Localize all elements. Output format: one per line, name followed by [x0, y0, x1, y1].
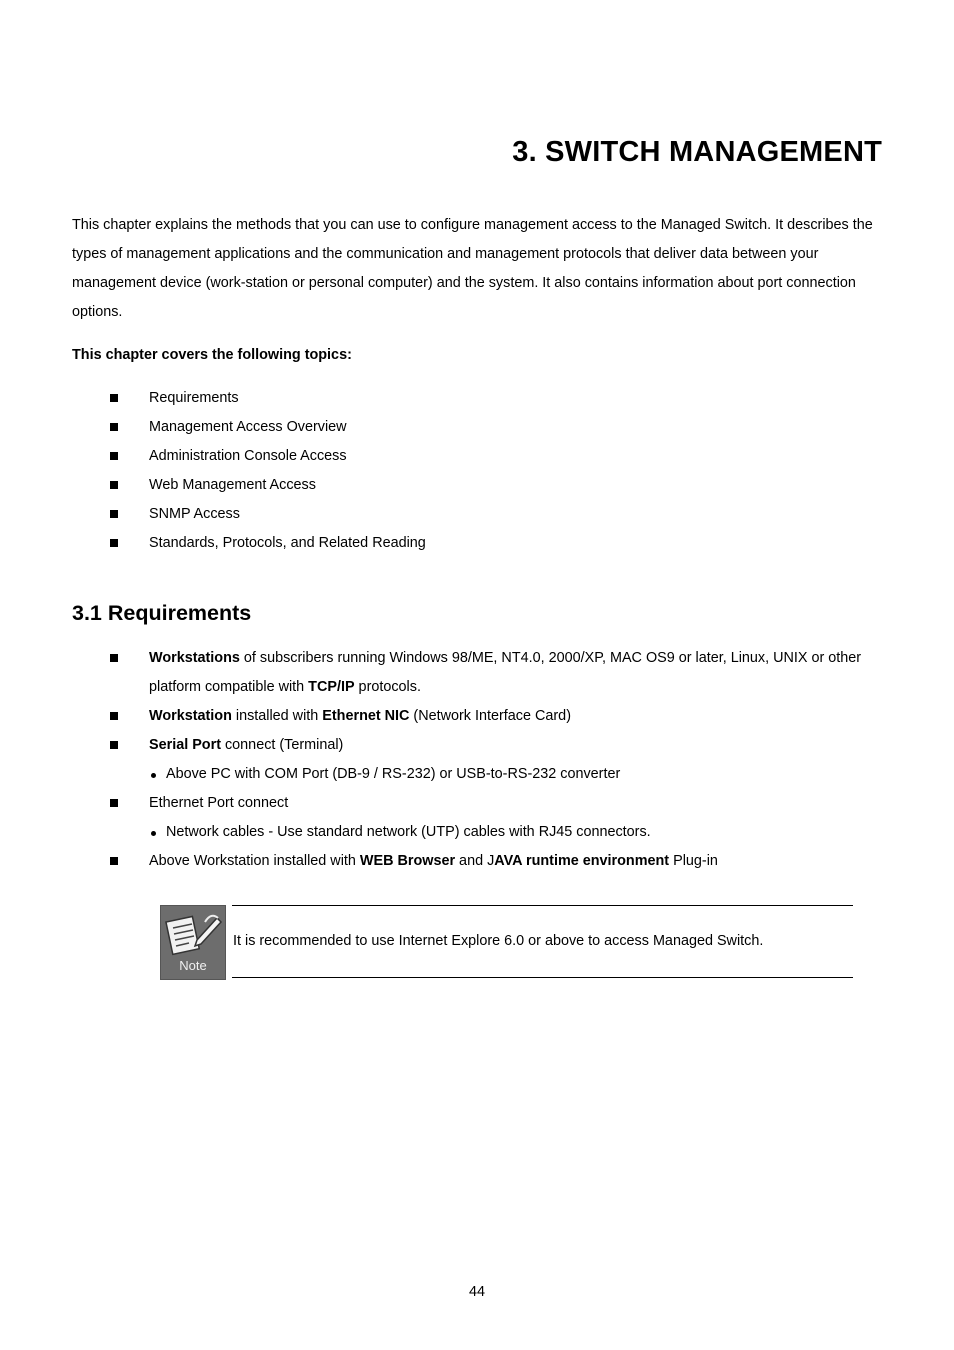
topics-list	[72, 384, 426, 558]
square-bullet-icon	[110, 452, 118, 460]
requirement-browser	[72, 847, 872, 876]
requirements-list-cont	[72, 789, 872, 818]
sub-item-text: Network cables - Use standard network (UTP) cables with RJ45 connectors.	[166, 824, 651, 840]
bold-term: Serial Port	[149, 737, 221, 753]
square-bullet-icon	[110, 712, 118, 720]
bold-term: TCP/IP	[308, 679, 355, 695]
list-item	[72, 413, 426, 442]
serial-sublist	[72, 760, 872, 789]
chapter-title: 3. SWITCH MANAGEMENT	[512, 136, 882, 168]
square-bullet-icon	[110, 799, 118, 807]
list-item	[72, 442, 426, 471]
topic-label: Management Access Overview	[149, 419, 347, 435]
requirement-nic	[72, 702, 872, 731]
requirement-text: Ethernet Port connect	[149, 795, 289, 811]
round-bullet-icon	[151, 773, 156, 778]
requirement-text: of subscribers running Windows 98/ME, NT4.0, 2000/XP, MAC OS9 or later, Linux, UNIX or other platform compatible with	[149, 650, 862, 695]
sub-list-item	[72, 760, 872, 789]
requirement-serial-port	[72, 731, 872, 760]
note-text: It is recommended to use Internet Explore 6.0 or above to access Managed Switch.	[233, 933, 764, 949]
square-bullet-icon	[110, 394, 118, 402]
sub-item-text: Above PC with COM Port (DB-9 / RS-232) or USB-to-RS-232 converter	[166, 766, 621, 782]
square-bullet-icon	[110, 654, 118, 662]
section-title: 3.1 Requirements	[72, 601, 252, 625]
list-item	[72, 529, 426, 558]
requirements-list-end	[72, 847, 872, 876]
topics-heading: This chapter covers the following topics:	[72, 347, 352, 363]
list-item	[72, 500, 426, 529]
topic-label: Web Management Access	[149, 477, 316, 493]
bold-term: Workstation	[149, 708, 232, 724]
round-bullet-icon	[151, 831, 156, 836]
list-item	[72, 384, 426, 413]
requirements-block	[72, 644, 872, 876]
requirement-ethernet	[72, 789, 872, 818]
intro-paragraph: This chapter explains the methods that you can use to configure management access to the Managed Switch. It describes the types of management applications and the communication and management protocols that deliver data between your management device (work-station or personal computer) and the system. It also contains information about port connection options.	[72, 217, 873, 320]
ethernet-sublist	[72, 818, 872, 847]
topic-label: Administration Console Access	[149, 448, 347, 464]
note-top-rule	[232, 905, 853, 906]
requirements-list	[72, 644, 872, 760]
requirement-text: and J	[455, 853, 495, 869]
requirement-text: Plug-in	[669, 853, 718, 869]
topic-label: SNMP Access	[149, 506, 240, 522]
note-icon	[160, 905, 226, 980]
bold-term: Ethernet NIC	[322, 708, 410, 724]
topic-label: Requirements	[149, 390, 239, 406]
requirement-workstations	[72, 644, 872, 702]
bold-term: WEB Browser	[359, 853, 456, 869]
page-number: 44	[468, 1284, 485, 1300]
square-bullet-icon	[110, 539, 118, 547]
square-bullet-icon	[110, 857, 118, 865]
note-icon-label: Note	[179, 958, 207, 973]
note-bottom-rule	[232, 977, 853, 978]
requirement-text: Above Workstation installed with	[149, 853, 360, 869]
bold-term: AVA runtime environment	[494, 853, 670, 869]
topic-label: Standards, Protocols, and Related Reading	[149, 535, 426, 551]
note-icon-graphic	[161, 906, 225, 979]
requirement-text: (Network Interface Card)	[409, 708, 571, 724]
requirement-text: connect (Terminal)	[220, 737, 344, 753]
square-bullet-icon	[110, 481, 118, 489]
sub-list-item	[72, 818, 872, 847]
list-item	[72, 471, 426, 500]
square-bullet-icon	[110, 423, 118, 431]
requirement-text: protocols.	[354, 679, 421, 695]
square-bullet-icon	[110, 510, 118, 518]
square-bullet-icon	[110, 741, 118, 749]
bold-term: Workstations	[149, 650, 240, 666]
requirement-text: installed with	[231, 708, 323, 724]
